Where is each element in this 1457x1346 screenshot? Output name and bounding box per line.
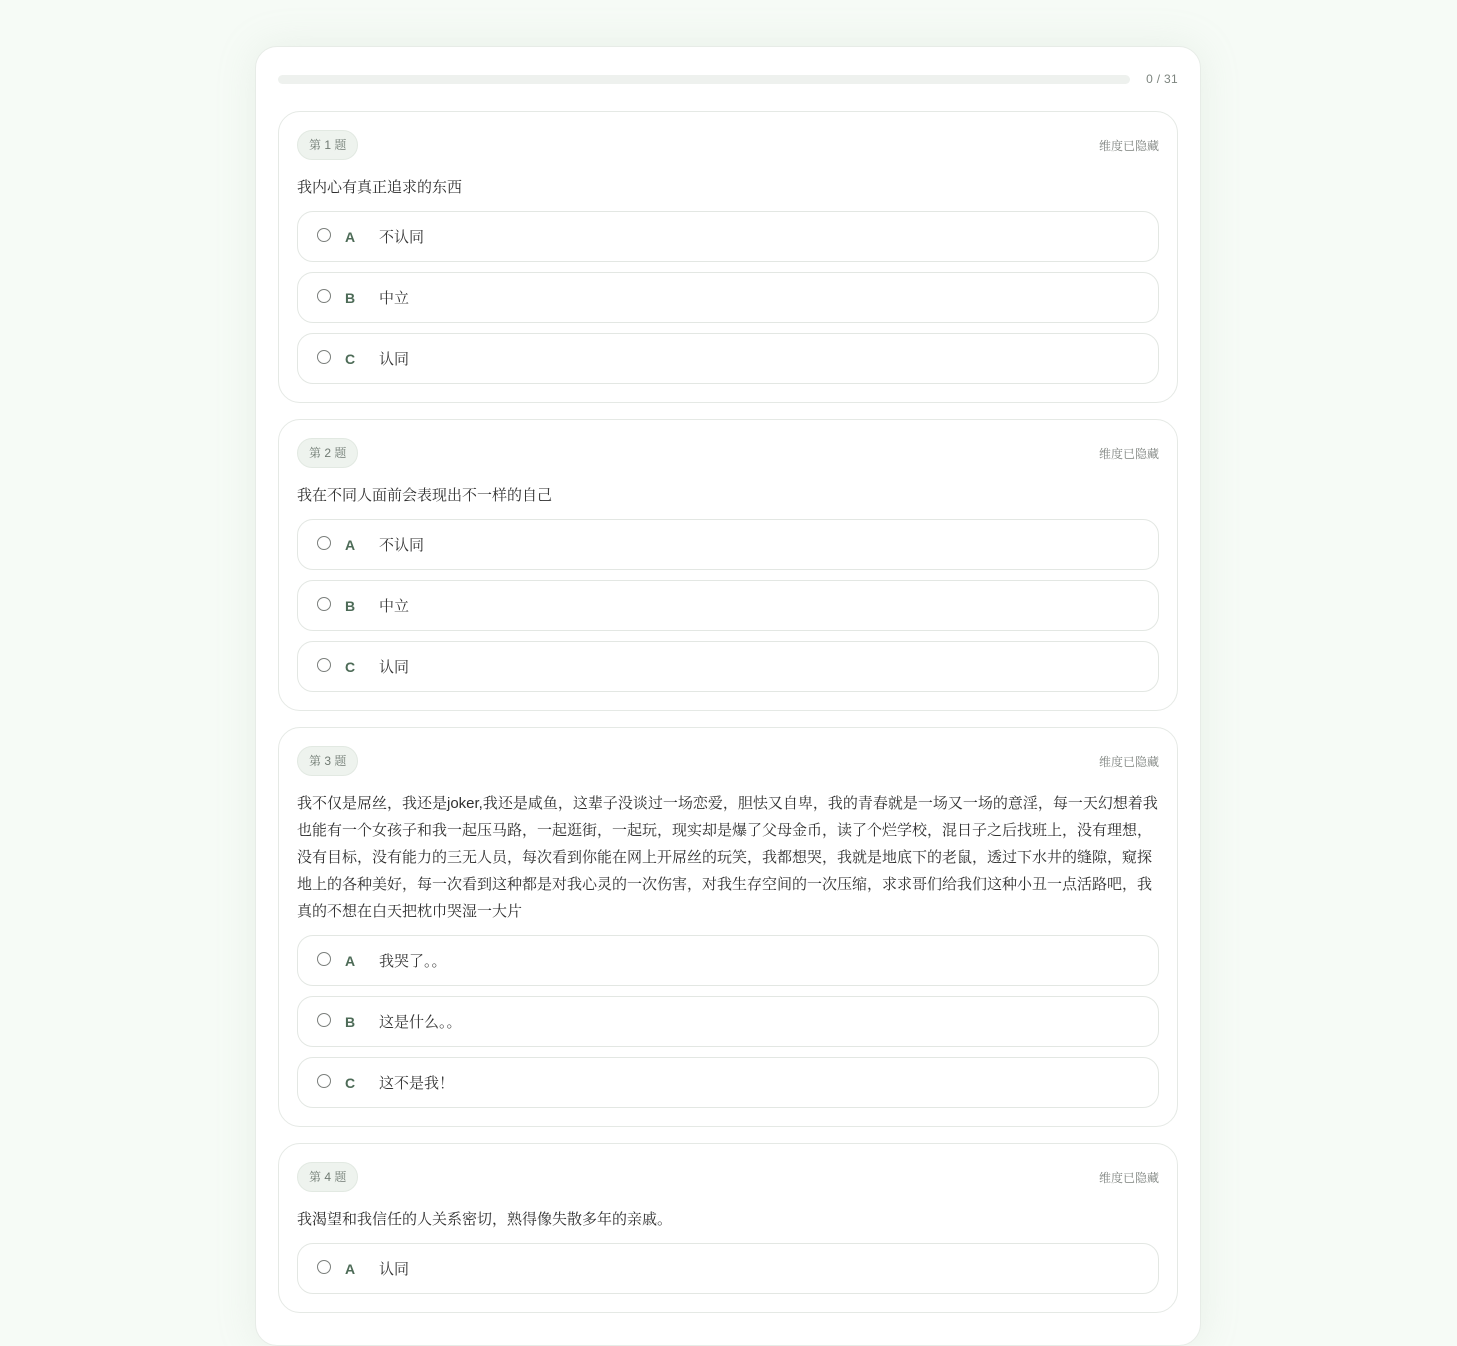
option-list — [297, 519, 1159, 692]
radio-button-icon[interactable] — [317, 1013, 331, 1027]
option-label: 这不是我！ — [379, 1075, 455, 1092]
question-card-1 — [278, 111, 1178, 403]
option-b[interactable] — [297, 272, 1159, 323]
radio-button-icon[interactable] — [317, 228, 331, 242]
radio-button-icon[interactable] — [317, 952, 331, 966]
question-number-badge: 第 4 题 — [297, 1162, 358, 1192]
option-key: A — [345, 1260, 356, 1277]
question-text: 我内心有真正追求的东西 — [297, 179, 463, 196]
option-list — [297, 1243, 1159, 1294]
progress-count: 0 / 31 — [1146, 72, 1178, 86]
option-key: C — [345, 658, 356, 675]
dimension-hidden-note: 维度已隐藏 — [1098, 446, 1159, 461]
option-label: 我哭了。。 — [379, 953, 447, 970]
question-number-badge: 第 1 题 — [297, 130, 358, 160]
question-text: 我渴望和我信任的人关系密切，熟得像失散多年的亲戚。 — [297, 1211, 673, 1228]
option-c[interactable] — [297, 1057, 1159, 1108]
option-key: A — [345, 228, 356, 245]
option-key: A — [345, 952, 356, 969]
option-label: 认同 — [379, 351, 410, 368]
option-key: B — [345, 1013, 356, 1030]
option-key: B — [345, 289, 356, 306]
option-label: 这是什么。。 — [379, 1014, 462, 1031]
option-label: 不认同 — [379, 229, 425, 246]
option-key: C — [345, 1074, 356, 1091]
dimension-hidden-note: 维度已隐藏 — [1098, 754, 1159, 769]
option-b[interactable] — [297, 580, 1159, 631]
radio-button-icon[interactable] — [317, 536, 331, 550]
option-key: C — [345, 350, 356, 367]
option-a[interactable] — [297, 519, 1159, 570]
radio-button-icon[interactable] — [317, 1260, 331, 1274]
option-label: 不认同 — [379, 537, 425, 554]
option-label: 中立 — [379, 290, 410, 307]
option-c[interactable] — [297, 641, 1159, 692]
radio-button-icon[interactable] — [317, 289, 331, 303]
progress-bar — [278, 75, 1130, 84]
question-number-badge: 第 3 题 — [297, 746, 358, 776]
option-key: B — [345, 597, 356, 614]
question-number-badge: 第 2 题 — [297, 438, 358, 468]
question-card-2 — [278, 419, 1178, 711]
option-label: 认同 — [379, 659, 410, 676]
option-a[interactable] — [297, 1243, 1159, 1294]
progress-row — [278, 47, 1178, 111]
option-c[interactable] — [297, 333, 1159, 384]
option-list — [297, 211, 1159, 384]
dimension-hidden-note: 维度已隐藏 — [1098, 138, 1159, 153]
quiz-container — [255, 46, 1201, 1346]
option-key: A — [345, 536, 356, 553]
dimension-hidden-note: 维度已隐藏 — [1098, 1170, 1159, 1185]
radio-button-icon[interactable] — [317, 597, 331, 611]
option-list — [297, 935, 1159, 1108]
question-card-3 — [278, 727, 1178, 1127]
radio-button-icon[interactable] — [317, 1074, 331, 1088]
option-label: 认同 — [379, 1261, 410, 1278]
question-text: 我不仅是屌丝，我还是joker,我还是咸鱼，这辈子没谈过一场恋爱，胆怯又自卑，我的青春就是一场又一场的意淫，每一天幻想着我也能有一个女孩子和我一起压马路，一起逛街，一起玩，现实却是爆了父母金币，读了个烂学校，混日子之后找班上，没有理想，没有目标，没有能力的三无人员，每次看到你能在网上开屌丝的玩笑，我都想哭，我就是地底下的老鼠，透过下水井的缝隙，窥探地上的各种美好，每一次看到这种都是对我心灵的一次伤害，对我生存空间的一次压缩，求求哥们给我们这种小丑一点活路吧，我真的不想在白天把枕巾哭湿一大片 — [297, 795, 1158, 920]
option-label: 中立 — [379, 598, 410, 615]
question-card-4 — [278, 1143, 1178, 1313]
option-b[interactable] — [297, 996, 1159, 1047]
option-a[interactable] — [297, 935, 1159, 986]
radio-button-icon[interactable] — [317, 658, 331, 672]
radio-button-icon[interactable] — [317, 350, 331, 364]
question-text: 我在不同人面前会表现出不一样的自己 — [297, 487, 553, 504]
option-a[interactable] — [297, 211, 1159, 262]
